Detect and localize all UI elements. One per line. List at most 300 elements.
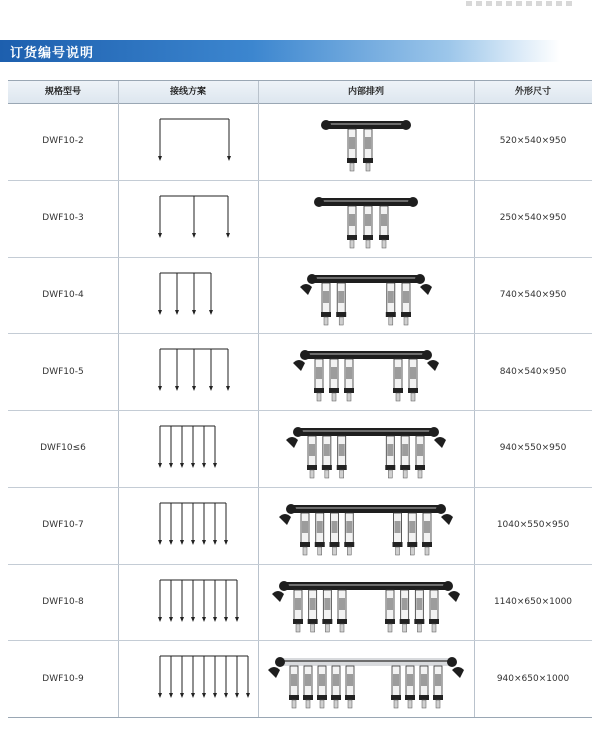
branch-connector <box>344 359 354 401</box>
branch-connector <box>393 513 403 555</box>
connector-tail <box>396 547 400 555</box>
connector-shading <box>407 674 413 686</box>
order-code-table <box>8 80 592 718</box>
connector-shading <box>333 674 339 686</box>
mounting-bracket-icon <box>272 591 284 602</box>
connector-cap <box>393 388 403 393</box>
wiring-arrow-icon <box>191 617 195 622</box>
wiring-arrow-icon <box>246 693 250 698</box>
connector-cap <box>379 235 389 240</box>
connector-cap <box>415 465 425 470</box>
connector-tail <box>339 317 343 325</box>
branch-connector <box>322 436 332 478</box>
connector-shading <box>347 674 353 686</box>
connector-shading <box>435 674 441 686</box>
wiring-arrow-icon <box>158 540 162 545</box>
connector-tail <box>418 470 422 478</box>
wiring-diagram <box>118 487 258 563</box>
connector-shading <box>310 598 316 610</box>
mounting-bracket-icon <box>434 437 446 448</box>
connector-tail <box>436 700 440 708</box>
connector-cap <box>347 235 357 240</box>
connector-cap <box>419 695 429 700</box>
header-arrangement: 内部排列 <box>347 87 384 97</box>
connector-cap <box>386 312 396 317</box>
internal-arrangement-drawing <box>258 103 474 179</box>
branch-connector <box>400 590 410 632</box>
connector-tail <box>366 240 370 248</box>
connector-cap <box>400 619 410 624</box>
wiring-arrow-icon <box>169 540 173 545</box>
branch-connector <box>415 436 425 478</box>
bus-end-cap <box>275 657 285 667</box>
wiring-arrow-icon <box>209 310 213 315</box>
top-decorative-strip <box>0 0 600 10</box>
connector-tail <box>325 624 329 632</box>
bus-end-cap <box>279 581 289 591</box>
bus-end-cap <box>447 657 457 667</box>
connector-tail <box>422 700 426 708</box>
connector-shading <box>403 291 409 303</box>
connector-shading <box>402 598 408 610</box>
wiring-arrow-icon <box>191 540 195 545</box>
wiring-arrow-icon <box>191 693 195 698</box>
connector-cap <box>317 695 327 700</box>
connector-cap <box>331 695 341 700</box>
connector-cap <box>329 388 339 393</box>
connector-tail <box>403 470 407 478</box>
wiring-arrow-icon <box>169 463 173 468</box>
bus-end-cap <box>321 120 331 130</box>
connector-cap <box>293 619 303 624</box>
internal-arrangement-drawing <box>258 180 474 256</box>
size-cell: 1140×650×1000 <box>493 596 573 607</box>
wiring-arrow-icon <box>175 386 179 391</box>
connector-shading <box>339 444 345 456</box>
wiring-arrow-icon <box>158 617 162 622</box>
connector-tail <box>382 240 386 248</box>
connector-cap <box>336 312 346 317</box>
wiring-diagram <box>118 564 258 640</box>
connector-cap <box>300 542 310 547</box>
bus-end-cap <box>429 427 439 437</box>
connector-cap <box>391 695 401 700</box>
wiring-arrow-icon <box>224 617 228 622</box>
wiring-diagram <box>118 333 258 409</box>
branch-connector <box>407 513 417 555</box>
connector-shading <box>331 367 337 379</box>
branch-connector <box>408 359 418 401</box>
branch-connector <box>401 283 411 325</box>
branch-connector <box>422 513 432 555</box>
connector-shading <box>431 598 437 610</box>
wiring-arrow-icon <box>180 617 184 622</box>
connector-shading <box>332 521 338 533</box>
connector-cap <box>337 465 347 470</box>
connector-tail <box>310 470 314 478</box>
connector-shading <box>365 214 371 226</box>
connector-tail <box>403 624 407 632</box>
connector-tail <box>394 700 398 708</box>
connector-tail <box>350 240 354 248</box>
branch-connector <box>385 436 395 478</box>
connector-tail <box>296 624 300 632</box>
size-cell: 940×650×1000 <box>496 673 570 684</box>
connector-shading <box>365 137 371 149</box>
wiring-arrow-icon <box>180 463 184 468</box>
branch-connector <box>300 513 310 555</box>
connector-cap <box>308 619 318 624</box>
bus-bar-highlight <box>305 353 427 355</box>
mounting-bracket-icon <box>268 667 280 678</box>
connector-tail <box>318 547 322 555</box>
mounting-bracket-icon <box>427 360 439 371</box>
connector-shading <box>346 521 352 533</box>
wiring-diagram <box>118 103 258 179</box>
model-cell: DWF10-4 <box>42 289 84 300</box>
internal-arrangement-drawing <box>258 487 474 563</box>
wiring-arrow-icon <box>192 310 196 315</box>
connector-shading <box>339 598 345 610</box>
model-cell: DWF10-5 <box>42 366 84 377</box>
table-row <box>8 257 592 335</box>
wiring-arrow-icon <box>191 463 195 468</box>
connector-cap <box>429 619 439 624</box>
wiring-arrow-icon <box>158 156 162 161</box>
branch-connector <box>385 590 395 632</box>
connector-tail <box>388 624 392 632</box>
bus-bar-highlight <box>319 200 413 202</box>
connector-tail <box>404 317 408 325</box>
branch-connector <box>345 666 355 708</box>
wiring-arrow-icon <box>202 463 206 468</box>
mounting-bracket-icon <box>279 514 291 525</box>
connector-shading <box>421 674 427 686</box>
wiring-arrow-icon <box>158 233 162 238</box>
connector-cap <box>330 542 340 547</box>
connector-shading <box>316 367 322 379</box>
wiring-arrow-icon <box>175 310 179 315</box>
mounting-bracket-icon <box>286 437 298 448</box>
connector-tail <box>317 393 321 401</box>
branch-connector <box>347 129 357 171</box>
connector-tail <box>325 470 329 478</box>
branch-connector <box>303 666 313 708</box>
wiring-diagram <box>118 640 258 716</box>
table-row <box>8 640 592 717</box>
section-heading: 订货编号说明 <box>10 46 95 61</box>
connector-cap <box>322 619 332 624</box>
internal-arrangement-drawing <box>258 640 474 716</box>
connector-tail <box>347 393 351 401</box>
wiring-arrow-icon <box>226 386 230 391</box>
size-cell: 250×540×950 <box>499 213 567 224</box>
bus-bar-highlight <box>291 507 441 509</box>
branch-connector <box>393 359 403 401</box>
connector-cap <box>289 695 299 700</box>
connector-shading <box>295 598 301 610</box>
mounting-bracket-icon <box>441 514 453 525</box>
connector-cap <box>314 388 324 393</box>
connector-cap <box>363 158 373 163</box>
branch-connector <box>433 666 443 708</box>
top-tick-marks <box>466 1 576 6</box>
wiring-arrow-icon <box>227 156 231 161</box>
connector-tail <box>389 317 393 325</box>
connector-cap <box>422 542 432 547</box>
connector-shading <box>387 598 393 610</box>
connector-shading <box>393 674 399 686</box>
branch-connector <box>293 590 303 632</box>
bus-bar-highlight <box>280 660 452 662</box>
bus-bar-highlight <box>284 584 448 586</box>
table-row <box>8 333 592 411</box>
internal-arrangement-drawing <box>258 410 474 486</box>
wiring-arrow-icon <box>180 540 184 545</box>
header-model: 规格型号 <box>44 87 81 97</box>
bus-end-cap <box>415 274 425 284</box>
internal-arrangement-drawing <box>258 257 474 333</box>
bus-bar-highlight <box>298 430 434 432</box>
bus-end-cap <box>422 350 432 360</box>
connector-tail <box>425 547 429 555</box>
wiring-arrow-icon <box>209 386 213 391</box>
wiring-arrow-icon <box>202 693 206 698</box>
wiring-arrow-icon <box>169 617 173 622</box>
bus-bar-highlight <box>326 123 406 125</box>
connector-shading <box>410 367 416 379</box>
bus-end-cap <box>300 350 310 360</box>
branch-connector <box>330 513 340 555</box>
connector-tail <box>332 393 336 401</box>
model-cell: DWF10-8 <box>42 596 84 607</box>
wiring-arrow-icon <box>224 693 228 698</box>
mounting-bracket-icon <box>452 667 464 678</box>
wiring-arrow-icon <box>213 693 217 698</box>
wiring-arrow-icon <box>192 386 196 391</box>
branch-connector <box>363 206 373 248</box>
connector-cap <box>408 388 418 393</box>
connector-tail <box>432 624 436 632</box>
connector-tail <box>320 700 324 708</box>
branch-connector <box>337 436 347 478</box>
table-header <box>8 81 592 104</box>
connector-cap <box>321 312 331 317</box>
connector-tail <box>340 470 344 478</box>
branch-connector <box>414 590 424 632</box>
wiring-arrow-icon <box>158 310 162 315</box>
connector-tail <box>396 393 400 401</box>
connector-cap <box>363 235 373 240</box>
wiring-arrow-icon <box>235 693 239 698</box>
connector-cap <box>322 465 332 470</box>
table-row <box>8 564 592 642</box>
connector-tail <box>303 547 307 555</box>
branch-connector <box>419 666 429 708</box>
branch-connector <box>308 590 318 632</box>
branch-connector <box>331 666 341 708</box>
branch-connector <box>386 283 396 325</box>
wiring-arrow-icon <box>158 463 162 468</box>
bus-end-cap <box>293 427 303 437</box>
connector-tail <box>410 547 414 555</box>
connector-tail <box>347 547 351 555</box>
wiring-arrow-icon <box>169 693 173 698</box>
wiring-arrow-icon <box>158 693 162 698</box>
connector-tail <box>388 470 392 478</box>
connector-tail <box>292 700 296 708</box>
wiring-arrow-icon <box>224 540 228 545</box>
branch-connector <box>329 359 339 401</box>
connector-cap <box>337 619 347 624</box>
connector-tail <box>340 624 344 632</box>
connector-shading <box>302 521 308 533</box>
wiring-arrow-icon <box>180 693 184 698</box>
connector-tail <box>366 163 370 171</box>
connector-shading <box>409 521 415 533</box>
table-row <box>8 410 592 488</box>
branch-connector <box>307 436 317 478</box>
size-cell: 940×550×950 <box>499 443 567 454</box>
connector-shading <box>381 214 387 226</box>
wiring-arrow-icon <box>192 233 196 238</box>
branch-connector <box>344 513 354 555</box>
connector-cap <box>344 542 354 547</box>
branch-connector <box>391 666 401 708</box>
wiring-arrow-icon <box>158 386 162 391</box>
connector-tail <box>408 700 412 708</box>
connector-shading <box>416 598 422 610</box>
internal-arrangement-drawing <box>258 333 474 409</box>
branch-connector <box>429 590 439 632</box>
connector-tail <box>417 624 421 632</box>
connector-cap <box>414 619 424 624</box>
connector-cap <box>385 465 395 470</box>
connector-shading <box>309 444 315 456</box>
connector-shading <box>424 521 430 533</box>
connector-cap <box>400 465 410 470</box>
connector-shading <box>417 444 423 456</box>
branch-connector <box>405 666 415 708</box>
wiring-arrow-icon <box>213 540 217 545</box>
model-cell: DWF10-2 <box>42 136 84 147</box>
branch-connector <box>322 590 332 632</box>
connector-cap <box>344 388 354 393</box>
bus-end-cap <box>408 197 418 207</box>
bus-end-cap <box>436 504 446 514</box>
model-cell: DWF10-9 <box>42 673 84 684</box>
wiring-arrow-icon <box>202 617 206 622</box>
connector-cap <box>307 465 317 470</box>
connector-shading <box>349 214 355 226</box>
bus-end-cap <box>307 274 317 284</box>
connector-shading <box>349 137 355 149</box>
bus-end-cap <box>314 197 324 207</box>
table-row <box>8 180 592 258</box>
wiring-diagram <box>118 257 258 333</box>
connector-shading <box>395 521 401 533</box>
internal-arrangement-drawing <box>258 564 474 640</box>
connector-shading <box>324 444 330 456</box>
branch-connector <box>400 436 410 478</box>
connector-shading <box>305 674 311 686</box>
bus-end-cap <box>286 504 296 514</box>
connector-tail <box>350 163 354 171</box>
connector-tail <box>324 317 328 325</box>
branch-connector <box>336 283 346 325</box>
wiring-arrow-icon <box>213 463 217 468</box>
connector-shading <box>291 674 297 686</box>
wiring-arrow-icon <box>226 233 230 238</box>
model-cell: DWF10≤6 <box>40 443 86 454</box>
branch-connector <box>321 283 331 325</box>
connector-shading <box>324 598 330 610</box>
wiring-arrow-icon <box>235 617 239 622</box>
connector-tail <box>334 700 338 708</box>
branch-connector <box>337 590 347 632</box>
branch-connector <box>317 666 327 708</box>
table-row <box>8 487 592 565</box>
branch-connector <box>379 206 389 248</box>
connector-cap <box>407 542 417 547</box>
connector-shading <box>387 444 393 456</box>
wiring-arrow-icon <box>213 617 217 622</box>
bus-end-cap <box>401 120 411 130</box>
connector-shading <box>319 674 325 686</box>
connector-shading <box>395 367 401 379</box>
bus-bar-highlight <box>312 277 420 279</box>
branch-connector <box>363 129 373 171</box>
size-cell: 840×540×950 <box>499 366 567 377</box>
branch-connector <box>289 666 299 708</box>
model-cell: DWF10-3 <box>42 213 84 224</box>
mounting-bracket-icon <box>448 591 460 602</box>
connector-tail <box>311 624 315 632</box>
connector-cap <box>385 619 395 624</box>
header-wiring: 接线方案 <box>169 87 206 97</box>
mounting-bracket-icon <box>293 360 305 371</box>
model-cell: DWF10-7 <box>42 520 84 531</box>
branch-connector <box>347 206 357 248</box>
connector-cap <box>345 695 355 700</box>
connector-tail <box>411 393 415 401</box>
connector-cap <box>315 542 325 547</box>
connector-shading <box>317 521 323 533</box>
connector-cap <box>303 695 313 700</box>
connector-cap <box>433 695 443 700</box>
mounting-bracket-icon <box>420 284 432 295</box>
connector-shading <box>346 367 352 379</box>
connector-tail <box>348 700 352 708</box>
connector-tail <box>306 700 310 708</box>
connector-shading <box>388 291 394 303</box>
connector-cap <box>405 695 415 700</box>
branch-connector <box>314 359 324 401</box>
section-heading-bar <box>0 40 560 62</box>
wiring-arrow-icon <box>202 540 206 545</box>
wiring-diagram <box>118 410 258 486</box>
wiring-diagram <box>118 180 258 256</box>
connector-cap <box>401 312 411 317</box>
table-row <box>8 103 592 181</box>
header-size: 外形尺寸 <box>514 87 551 97</box>
connector-tail <box>333 547 337 555</box>
size-cell: 1040×550×950 <box>496 520 570 531</box>
connector-shading <box>402 444 408 456</box>
bus-end-cap <box>443 581 453 591</box>
connector-cap <box>347 158 357 163</box>
mounting-bracket-icon <box>300 284 312 295</box>
